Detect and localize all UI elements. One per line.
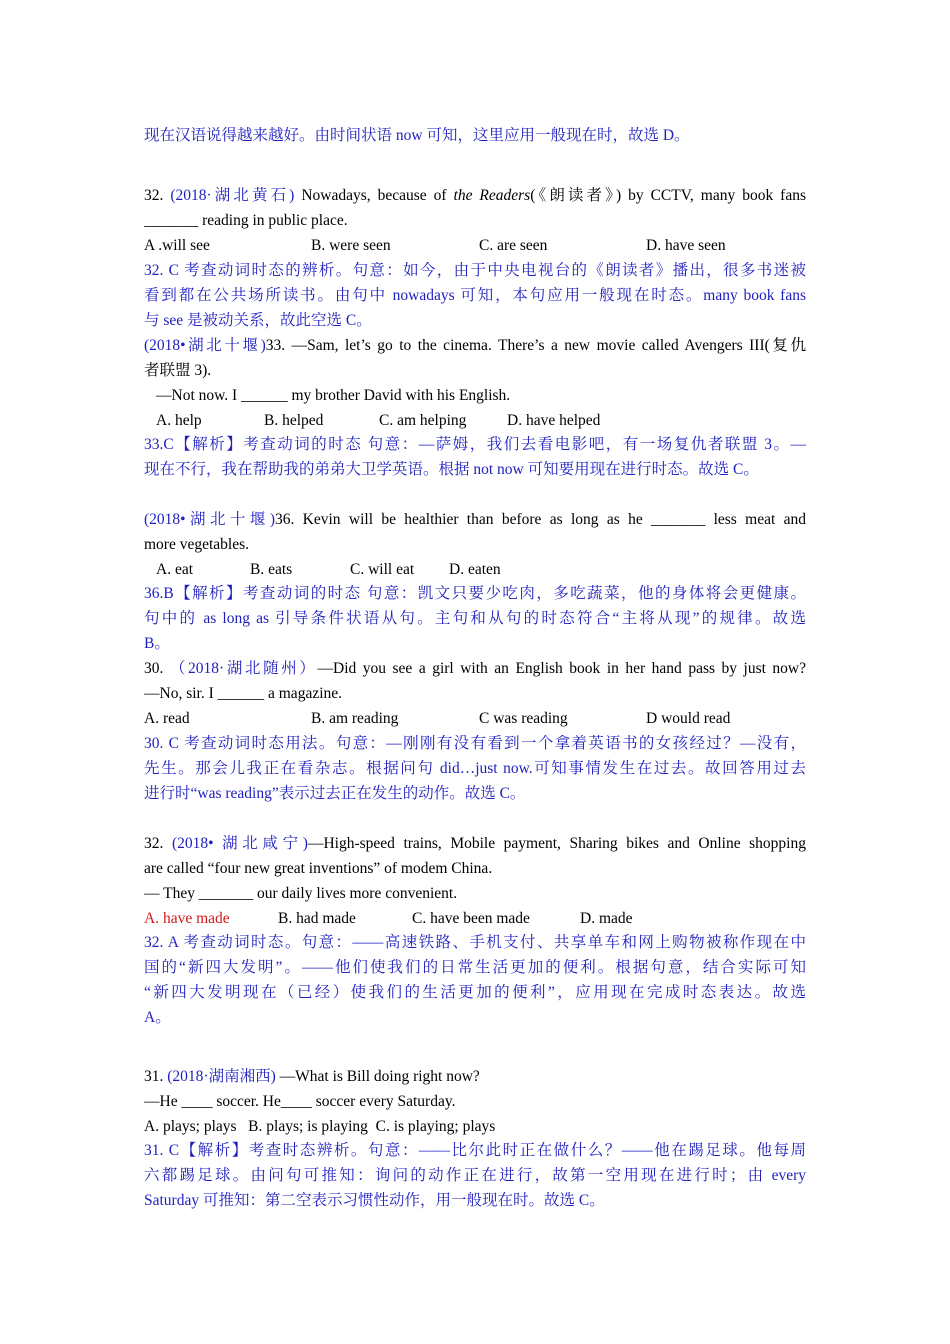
explanation-line: A。 bbox=[144, 1009, 171, 1026]
option-d: D. have helped bbox=[507, 412, 601, 429]
option-a-correct: A. have made bbox=[144, 910, 230, 927]
option-c: C. are seen bbox=[479, 237, 548, 254]
question-source: （2018·湖北随州） bbox=[169, 660, 318, 677]
option-c: C. am helping bbox=[379, 412, 467, 429]
explanation-line: Saturday 可推知：第二空表示习惯性动作，用一般现在时。故选 C。 bbox=[144, 1192, 605, 1209]
explanation-line: 31. C【解析】考查时态辨析。句意：——比尔此时正在做什么？——他在踢足球。他每周 bbox=[144, 1142, 806, 1159]
option-b: B. am reading bbox=[311, 710, 399, 727]
explanation-line: 进行时“was reading”表示过去正在发生的动作。故选 C。 bbox=[144, 785, 526, 802]
explanation-line: 与 see 是被动关系，故此空选 C。 bbox=[144, 312, 372, 329]
question-text-line: 者联盟 3). bbox=[144, 362, 212, 379]
question-number: 32. bbox=[144, 187, 171, 204]
explanation-line: 30. C 考查动词时态用法。句意：—刚刚有没有看到一个拿着英语书的女孩经过？—没有， bbox=[144, 735, 806, 752]
question-number: 31. bbox=[144, 1068, 168, 1085]
option-c: C. will eat bbox=[350, 561, 415, 578]
options-row: A. plays; plays B. plays; is playing C. is playing; plays bbox=[144, 1118, 496, 1135]
option-d: D. have seen bbox=[646, 237, 726, 254]
option-d: D. eaten bbox=[449, 561, 501, 578]
question-source: (2018•湖北十堰) bbox=[144, 337, 266, 354]
question-text-line: are called “four new great inventions” of modem China. bbox=[144, 860, 493, 877]
question-text: 33. —Sam, let’s go to the cinema. There’s a new movie called Avengers III(复仇 bbox=[265, 337, 806, 354]
explanation-line: 句中的 as long as 引导条件状语从句。主句和从句的时态符合“主将从现”的规律。故选 bbox=[144, 610, 806, 627]
question-text: —Did you see a girl with an English book in her hand pass by just now? bbox=[317, 660, 807, 677]
explanation-line: 36.B【解析】考查动词的时态 句意：凯文只要少吃肉，多吃蔬菜，他的身体将会更健康。 bbox=[144, 585, 806, 602]
question-text: —What is Bill doing right now? bbox=[275, 1068, 480, 1085]
question-30-suizhou bbox=[144, 659, 806, 679]
explanation-line: B。 bbox=[144, 635, 170, 652]
question-36-shiyan bbox=[144, 510, 806, 530]
explanation-line: 先生。那会儿我正在看杂志。根据问句 did…just now.可知事情发生在过去。故回答用过去 bbox=[144, 760, 806, 777]
option-c: C was reading bbox=[479, 710, 568, 727]
question-number: 30. bbox=[144, 660, 170, 677]
question-text: 36. Kevin will be healthier than before as long as he _______ less meat and bbox=[274, 511, 806, 528]
question-source: (2018• 湖北咸宁) bbox=[171, 835, 308, 852]
explanation-line: 32. C 考查动词时态的辨析。句意：如今，由于中央电视台的《朗读者》播出，很多书迷被 bbox=[144, 262, 806, 279]
explanation-line: 六都踢足球。由问句可推知：询问的动作正在进行，故第一空用现在进行时；由 every bbox=[144, 1167, 806, 1184]
question-text-line: — They _______ our daily lives more convenient. bbox=[144, 885, 458, 902]
question-31-xiangxi bbox=[144, 1067, 806, 1087]
option-d: D would read bbox=[646, 710, 731, 727]
explanation-line: 33.C【解析】考查动词的时态 句意：—萨姆，我们去看电影吧，有一场复仇者联盟 3。— bbox=[144, 436, 806, 453]
option-d: D. made bbox=[580, 910, 633, 927]
option-b: B. helped bbox=[264, 412, 324, 429]
book-title: the Readers bbox=[453, 187, 531, 204]
question-33-shiyan bbox=[144, 336, 806, 356]
option-a: A. help bbox=[156, 412, 202, 429]
option-b: B. eats bbox=[250, 561, 293, 578]
option-a: A. eat bbox=[156, 561, 194, 578]
question-32-huangshi bbox=[144, 186, 806, 206]
question-number: 32. bbox=[144, 835, 172, 852]
option-b: B. were seen bbox=[311, 237, 391, 254]
explanation-line: 32. A 考查动词时态。句意：——高速铁路、手机支付、共享单车和网上购物被称作现在中 bbox=[144, 934, 806, 951]
question-source: (2018·湖北黄石) bbox=[170, 187, 295, 204]
option-a: A. read bbox=[144, 710, 190, 727]
explanation-line: 国的“新四大发明”。——他们使我们的日常生活更加的便利。根据句意，结合实际可知 bbox=[144, 959, 806, 976]
explanation-line: 看到都在公共场所读书。由句中 nowadays 可知，本句应用一般现在时态。many book fans bbox=[144, 287, 806, 304]
question-text: (《朗读者》) by CCTV, many book fans bbox=[530, 187, 806, 204]
explanation-line: 现在不行，我在帮助我的弟弟大卫学英语。根据 not now 可知要用现在进行时态。故选 C。 bbox=[144, 461, 759, 478]
question-text: —High-speed trains, Mobile payment, Sharing bikes and Online shopping bbox=[307, 835, 806, 852]
question-text-line: _______ reading in public place. bbox=[144, 212, 348, 229]
option-a: A .will see bbox=[144, 237, 210, 254]
question-text-line: more vegetables. bbox=[144, 536, 250, 553]
option-b: B. had made bbox=[278, 910, 356, 927]
question-source: (2018•湖北十堰) bbox=[144, 511, 275, 528]
question-32-xianning bbox=[144, 834, 806, 854]
question-text-line: —No, sir. I ______ a magazine. bbox=[144, 685, 343, 702]
question-text-line: —He ____ soccer. He____ soccer every Saturday. bbox=[144, 1093, 456, 1110]
question-text-line: —Not now. I ______ my brother David with his English. bbox=[156, 387, 511, 404]
option-c: C. have been made bbox=[412, 910, 530, 927]
explanation-line: “新四大发明现在（已经）使我们的生活更加的便利”，应用现在完成时态表达。故选 bbox=[144, 984, 806, 1001]
question-source: (2018·湖南湘西) bbox=[167, 1068, 276, 1085]
answer-explanation-line: 现在汉语说得越来越好。由时间状语 now 可知，这里应用一般现在时，故选 D。 bbox=[144, 127, 690, 144]
question-text: Nowadays, because of bbox=[294, 187, 454, 204]
